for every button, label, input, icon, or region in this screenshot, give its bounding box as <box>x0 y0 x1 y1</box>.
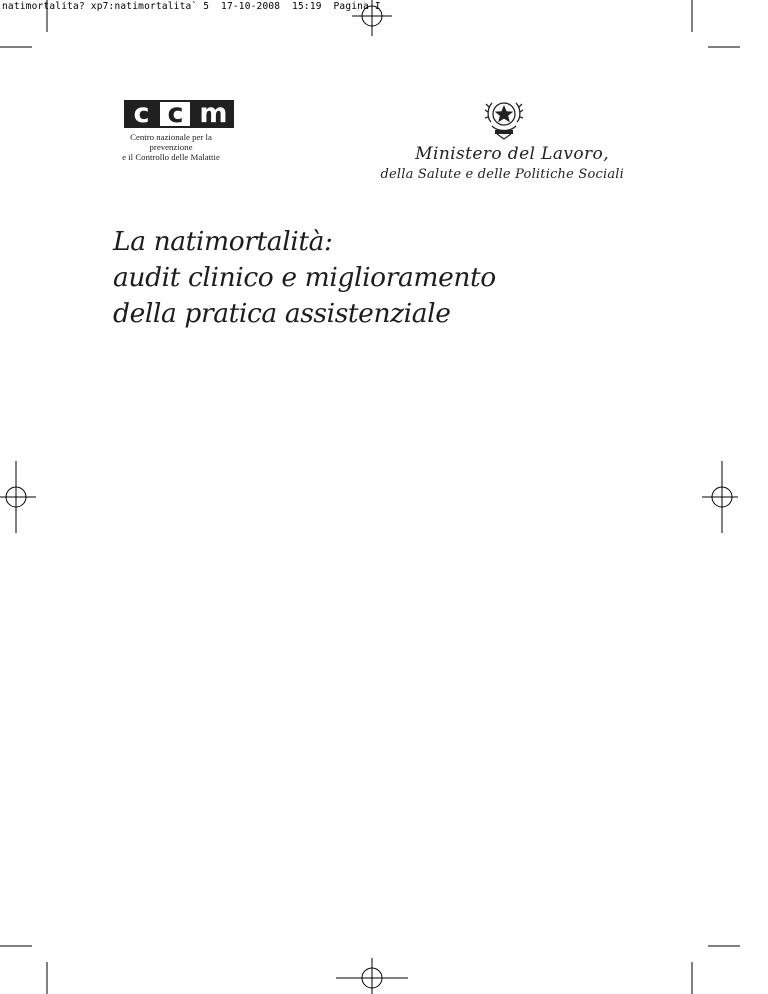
registration-mark-icon <box>702 461 738 533</box>
ccm-logo-letter: c <box>124 100 158 128</box>
ccm-logo-caption <box>110 132 232 162</box>
ccm-logo-letter: m <box>192 100 234 128</box>
title-line-3: della pratica assistenziale <box>113 298 451 329</box>
registration-mark-icon <box>0 461 36 533</box>
ministry-name <box>376 143 624 185</box>
ccm-logo <box>110 96 232 162</box>
ccm-caption-line-1: Centro nazionale per la prevenzione <box>130 132 212 152</box>
registration-mark-icon <box>336 958 408 994</box>
italian-republic-emblem-icon <box>482 94 526 140</box>
ministry-line-2: della Salute e delle Politiche Sociali <box>380 167 624 182</box>
title-line-2: audit clinico e miglioramento <box>113 262 496 293</box>
registration-mark-icon <box>352 0 392 36</box>
ccm-logo-letter: c <box>158 100 192 128</box>
ministry-line-1: Ministero del Lavoro, <box>415 144 609 164</box>
ccm-logo-letters <box>124 100 234 128</box>
title-line-1: La natimortalità: <box>113 226 333 257</box>
page-title <box>113 224 633 332</box>
ccm-caption-line-2: e il Controllo delle Malattie <box>122 152 220 162</box>
print-slug: natimortalita? xp7:natimortalita` 5 17-10-2008 15:19 Pagina I <box>2 1 381 12</box>
